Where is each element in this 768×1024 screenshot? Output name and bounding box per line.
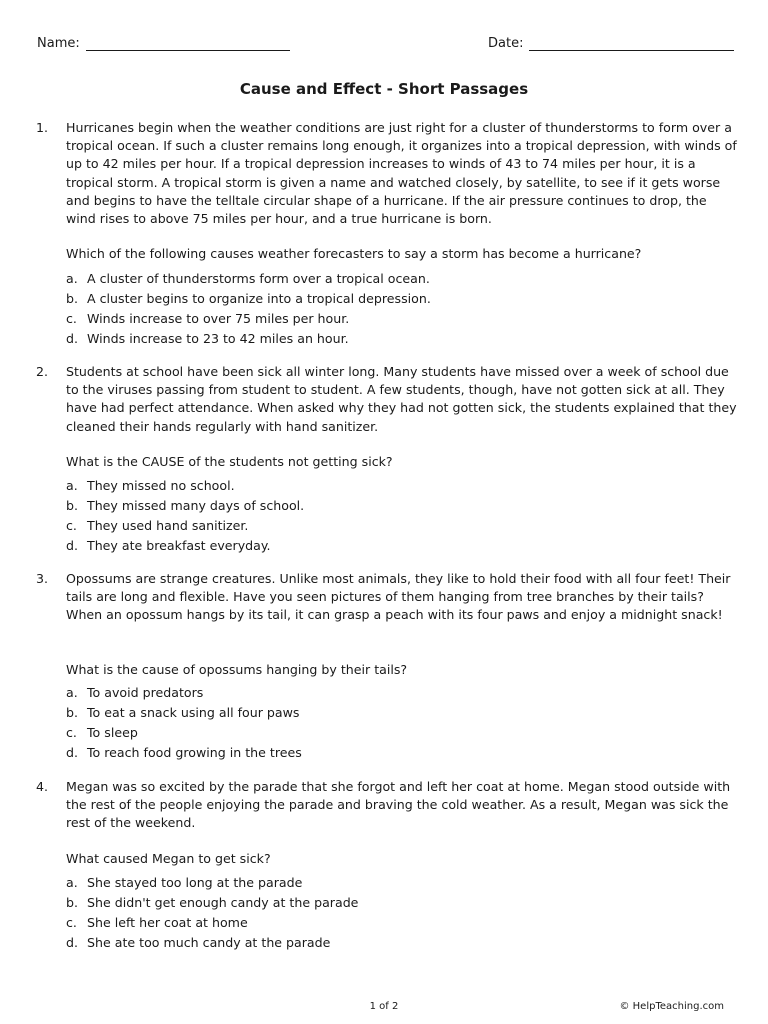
answer-option[interactable] — [66, 536, 738, 556]
question-prompt: What is the CAUSE of the students not getting sick? — [66, 454, 393, 469]
answer-option[interactable] — [66, 743, 738, 763]
question-prompt: Which of the following causes weather forecasters to say a storm has become a hurricane? — [66, 246, 642, 261]
worksheet-header — [37, 36, 734, 56]
option-text: They ate breakfast everyday. — [87, 538, 271, 554]
name-blank-line[interactable] — [86, 36, 290, 51]
answer-options — [66, 269, 738, 349]
answer-option[interactable] — [66, 723, 738, 743]
question-passage: Students at school have been sick all winter long. Many students have missed over a week of school due to the viruses passing from student to student. A few students, though, have not gotten sick at all. They have had perfect attendance. When asked why they had not gotten sick, the students explained that they cleaned their hands regularly with hand sanitizer. — [66, 364, 737, 434]
answer-option[interactable] — [66, 913, 738, 933]
answer-options — [66, 476, 738, 556]
option-text: To avoid predators — [87, 685, 204, 700]
answer-option[interactable] — [66, 496, 738, 516]
date-blank-line[interactable] — [529, 36, 734, 51]
option-letter: a. — [66, 685, 78, 700]
option-text: Winds increase to over 75 miles per hour. — [87, 311, 350, 327]
question-prompt: What caused Megan to get sick? — [66, 851, 271, 866]
option-letter: b. — [66, 705, 78, 721]
option-letter: d. — [66, 745, 78, 761]
date-label: Date: — [488, 36, 524, 51]
answer-option[interactable] — [66, 703, 738, 723]
option-letter: d. — [66, 331, 78, 347]
copyright-credit: © HelpTeaching.com — [619, 1001, 724, 1012]
question-prompt: What is the cause of opossums hanging by their tails? — [66, 662, 408, 677]
option-text: She ate too much candy at the parade — [87, 935, 331, 951]
option-letter: a. — [66, 271, 78, 286]
option-letter: d. — [66, 935, 78, 951]
question-number: 3. — [36, 571, 49, 586]
answer-option[interactable] — [66, 516, 738, 536]
question-passage: Opossums are strange creatures. Unlike most animals, they like to hold their food with all four feet! Their tails are long and flexible. Have you seen pictures of them hanging from tree branches by their tails? When an opossum hangs by its tail, it can grasp a peach with its four paws and enjoy a midnight snack! — [66, 571, 731, 623]
worksheet-title: Cause and Effect - Short Passages — [239, 80, 529, 98]
option-text: She stayed too long at the parade — [87, 875, 303, 890]
question-passage: Hurricanes begin when the weather conditions are just right for a cluster of thunderstorms to form over a tropical ocean. If such a cluster remains long enough, it organizes into a tropical depression, with winds of up to 42 miles per hour. If a tropical depression increases to winds of 43 to 74 miles per hour, it is a tropical storm. A tropical storm is given a name and watched closely, by satellite, to see if it gets worse and begins to have the telltale circular shape of a hurricane. If the air pressure continues to drop, the wind rises to above 75 miles per hour, and a true hurricane is born. — [66, 120, 737, 227]
name-label: Name: — [37, 36, 80, 51]
answer-option[interactable] — [66, 933, 738, 953]
option-text: A cluster of thunderstorms form over a tropical ocean. — [87, 271, 430, 286]
question-passage: Megan was so excited by the parade that she forgot and left her coat at home. Megan stood outside with the rest of the people enjoying the parade and braving the cold weather. As a result, Megan was sick the rest of the weekend. — [66, 779, 731, 831]
option-text: Winds increase to 23 to 42 miles an hour. — [87, 331, 349, 347]
date-field[interactable] — [488, 36, 734, 51]
option-letter: b. — [66, 291, 78, 307]
answer-option[interactable] — [66, 683, 738, 703]
answer-option[interactable] — [66, 893, 738, 913]
answer-option[interactable] — [66, 476, 738, 496]
answer-option[interactable] — [66, 289, 738, 309]
option-text: To sleep — [87, 725, 138, 741]
option-text: A cluster begins to organize into a tropical depression. — [87, 291, 431, 307]
answer-option[interactable] — [66, 873, 738, 893]
question-number: 2. — [36, 364, 49, 379]
option-text: To eat a snack using all four paws — [87, 705, 300, 721]
option-text: She left her coat at home — [87, 915, 248, 931]
option-text: To reach food growing in the trees — [87, 745, 302, 761]
option-letter: c. — [66, 915, 77, 931]
option-letter: a. — [66, 875, 78, 890]
answer-options — [66, 873, 738, 953]
answer-option[interactable] — [66, 329, 738, 349]
answer-option[interactable] — [66, 269, 738, 289]
page-number: 1 of 2 — [369, 1001, 399, 1012]
option-letter: c. — [66, 725, 77, 741]
option-letter: c. — [66, 311, 77, 327]
option-text: They missed many days of school. — [87, 498, 305, 514]
option-letter: a. — [66, 478, 78, 493]
option-text: They used hand sanitizer. — [87, 518, 249, 534]
option-text: She didn't get enough candy at the parade — [87, 895, 359, 911]
answer-option[interactable] — [66, 309, 738, 329]
question-number: 4. — [36, 779, 49, 794]
name-field[interactable] — [37, 36, 290, 51]
option-letter: c. — [66, 518, 77, 534]
question-number: 1. — [36, 120, 49, 135]
option-letter: b. — [66, 498, 78, 514]
answer-options — [66, 683, 738, 763]
option-text: They missed no school. — [87, 478, 235, 493]
option-letter: b. — [66, 895, 78, 911]
option-letter: d. — [66, 538, 78, 554]
